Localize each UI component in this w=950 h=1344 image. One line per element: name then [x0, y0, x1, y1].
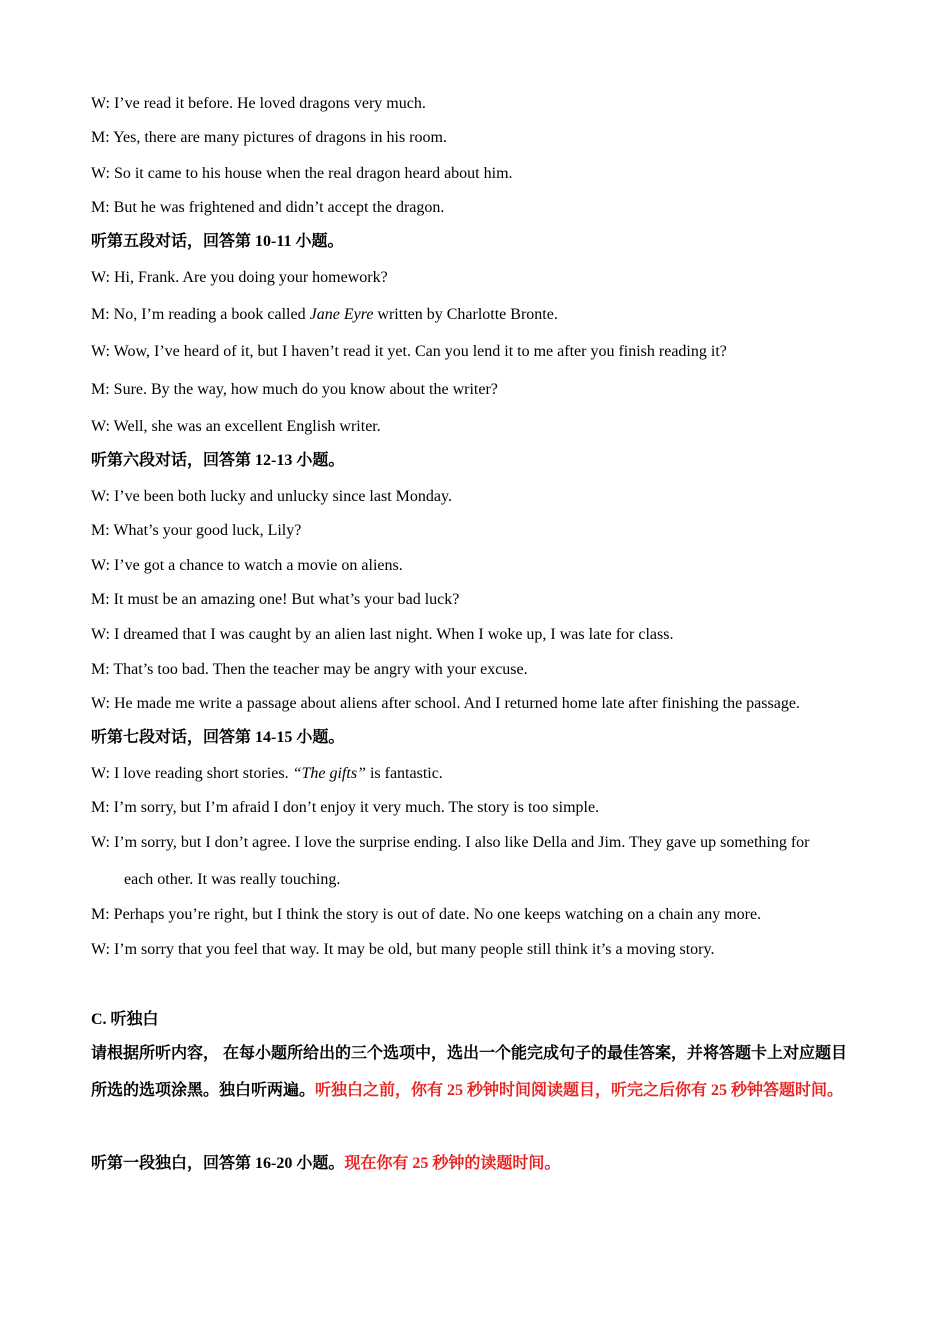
section-heading: 听第七段对话，回答第 14-15 小题。 — [91, 729, 345, 746]
section-title: C. 听独白 — [91, 1011, 159, 1028]
dialog-line: M: It must be an amazing one! But what’s your bad luck? — [91, 591, 460, 608]
dialog-line: M: That’s too bad. Then the teacher may be angry with your excuse. — [91, 661, 528, 678]
dialog-line: W: I dreamed that I was caught by an alien last night. When I woke up, I was late for class. — [91, 626, 674, 643]
section-instructions — [91, 1035, 861, 1109]
instruction-highlight: 听独白之前，你有 25 秒钟时间阅读题目，听完之后你有 25 秒钟答题时间。 — [315, 1082, 844, 1099]
dialog-line: W: Hi, Frank. Are you doing your homework? — [91, 269, 388, 286]
story-title: “The gifts” — [292, 765, 366, 782]
dialog-line: M: Perhaps you’re right, but I think the story is out of date. No one keeps watching on a chain any more. — [91, 906, 762, 923]
dialog-line-continued: each other. It was really touching. — [124, 871, 341, 888]
dialog-line: W: Wow, I’ve heard of it, but I haven’t read it yet. Can you lend it to me after you finish reading it? — [91, 343, 727, 360]
dialog-line: M: I’m sorry, but I’m afraid I don’t enjoy it very much. The story is too simple. — [91, 799, 600, 816]
dialog-line — [91, 305, 558, 325]
dialog-line: W: He made me write a passage about aliens after school. And I returned home late after finishing the passage. — [91, 695, 800, 712]
dialog-text: written by Charlotte Bronte. — [373, 306, 558, 323]
dialog-text: M: No, I’m reading a book called — [91, 306, 310, 323]
monologue-heading — [91, 1154, 560, 1174]
dialog-line: W: I’ve read it before. He loved dragons very much. — [91, 95, 426, 112]
dialog-line: M: Yes, there are many pictures of dragons in his room. — [91, 129, 447, 146]
reading-time-note: 现在你有 25 秒钟的读题时间。 — [344, 1155, 561, 1172]
dialog-line: M: What’s your good luck, Lily? — [91, 522, 302, 539]
section-heading: 听第五段对话，回答第 10-11 小题。 — [91, 233, 344, 250]
dialog-line: W: I’ve been both lucky and unlucky since last Monday. — [91, 488, 452, 505]
section-heading: 听第六段对话，回答第 12-13 小题。 — [91, 452, 345, 469]
dialog-line: M: But he was frightened and didn’t accept the dragon. — [91, 199, 445, 216]
dialog-line: W: Well, she was an excellent English writer. — [91, 418, 381, 435]
dialog-line: M: Sure. By the way, how much do you know about the writer? — [91, 381, 498, 398]
book-title: Jane Eyre — [309, 306, 374, 323]
dialog-line: W: I’ve got a chance to watch a movie on aliens. — [91, 557, 403, 574]
dialog-text: is fantastic. — [365, 765, 443, 782]
dialog-line: W: So it came to his house when the real dragon heard about him. — [91, 165, 513, 182]
dialog-line: W: I’m sorry that you feel that way. It may be old, but many people still think it’s a moving story. — [91, 941, 715, 958]
dialog-line: W: I’m sorry, but I don’t agree. I love the surprise ending. I also like Della and Jim. They gave up something for — [91, 834, 810, 851]
dialog-text: W: I love reading short stories. — [91, 765, 293, 782]
dialog-line — [91, 764, 443, 784]
instruction-text: 请根据所听内容， 在每小题所给出的三个选项中，选出一个能完成句子的最佳答案，并将答题卡上对应题目所选的选项涂黑。独白听两遍。 — [91, 1045, 848, 1099]
monologue-label: 听第一段独白，回答第 16-20 小题。 — [91, 1155, 345, 1172]
